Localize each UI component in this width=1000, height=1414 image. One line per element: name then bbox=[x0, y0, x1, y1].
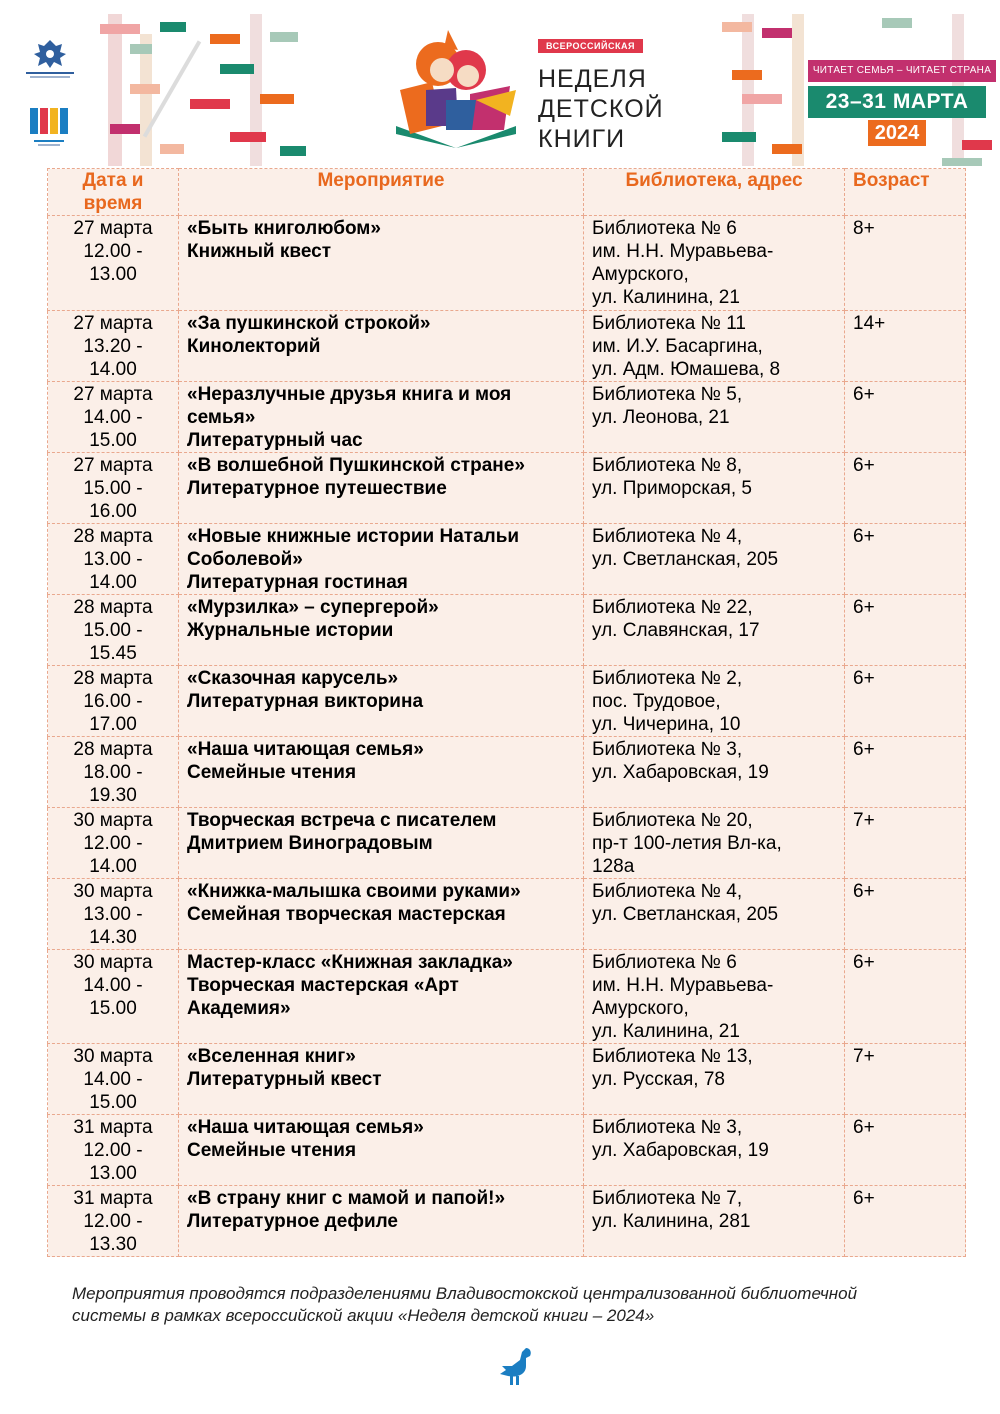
library-address-cell-line: Библиотека № 3, bbox=[592, 1117, 743, 1138]
date-time-cell-line: 13.00 bbox=[89, 264, 137, 285]
date-time-cell bbox=[48, 216, 179, 311]
library-address-cell-line: Библиотека № 4, bbox=[592, 881, 743, 902]
table-row bbox=[48, 453, 966, 524]
age-cell: 8+ bbox=[845, 216, 966, 311]
event-cell bbox=[179, 879, 584, 950]
table-row bbox=[48, 382, 966, 453]
event-cell-line: Мастер-класс «Книжная закладка» bbox=[187, 952, 513, 973]
date-time-cell-line: 28 марта bbox=[73, 597, 153, 618]
date-time-cell-line: 16.00 bbox=[89, 501, 137, 522]
library-address-cell bbox=[584, 311, 845, 382]
event-cell-line: Дмитрием Виноградовым bbox=[187, 833, 433, 854]
table-header-row bbox=[48, 169, 966, 216]
date-time-cell-line: 18.00 - bbox=[83, 762, 143, 783]
library-address-cell-line: Библиотека № 20, bbox=[592, 810, 753, 831]
footnote bbox=[72, 1283, 952, 1327]
date-time-cell-line: 12.00 - bbox=[83, 241, 143, 262]
library-address-cell-line: Библиотека № 6 bbox=[592, 218, 737, 239]
date-time-cell-line: 16.00 - bbox=[83, 691, 143, 712]
library-address-cell-line: Библиотека № 22, bbox=[592, 597, 753, 618]
footnote-line: Мероприятия проводятся подразделениями Владивостокской централизованной библиотечной bbox=[72, 1284, 858, 1303]
event-cell-line: Творческая мастерская «Арт bbox=[187, 975, 459, 996]
event-cell-line: Семейная творческая мастерская bbox=[187, 904, 506, 925]
event-cell-line: Творческая встреча с писателем bbox=[187, 810, 497, 831]
date-time-cell-line: 30 марта bbox=[73, 810, 153, 831]
date-time-cell-line: 31 марта bbox=[73, 1117, 153, 1138]
event-cell-line: Семейные чтения bbox=[187, 762, 357, 783]
brand-title bbox=[538, 64, 664, 154]
library-address-cell-line: Библиотека № 4, bbox=[592, 526, 743, 547]
date-time-cell-line: 31 марта bbox=[73, 1188, 153, 1209]
library-address-cell-line: ул. Славянская, 17 bbox=[592, 620, 760, 641]
date-time-cell-line: 14.00 - bbox=[83, 407, 143, 428]
date-time-cell-line: 28 марта bbox=[73, 668, 153, 689]
library-address-cell-line: им. И.У. Басаргина, bbox=[592, 336, 763, 357]
library-address-cell-line: ул. Чичерина, 10 bbox=[592, 714, 741, 735]
date-time-cell bbox=[48, 524, 179, 595]
date-time-cell bbox=[48, 737, 179, 808]
brand-title-line: КНИГИ bbox=[538, 125, 626, 153]
library-address-cell-line: ул. Русская, 78 bbox=[592, 1069, 725, 1090]
decorative-pattern-left bbox=[100, 14, 310, 166]
library-address-cell bbox=[584, 808, 845, 879]
date-time-cell-line: 14.00 bbox=[89, 856, 137, 877]
event-cell bbox=[179, 666, 584, 737]
library-address-cell-line: им. Н.Н. Муравьева- bbox=[592, 241, 774, 262]
event-cell-line: Журнальные истории bbox=[187, 620, 394, 641]
date-time-cell-line: 27 марта bbox=[73, 384, 153, 405]
library-address-cell bbox=[584, 1115, 845, 1186]
event-cell bbox=[179, 311, 584, 382]
date-time-cell-line: 15.45 bbox=[89, 643, 137, 664]
date-time-cell-line: 28 марта bbox=[73, 526, 153, 547]
library-address-cell-line: ул. Адм. Юмашева, 8 bbox=[592, 359, 781, 380]
event-dates: 23–31 МАРТА bbox=[808, 86, 986, 118]
age-cell: 6+ bbox=[845, 382, 966, 453]
library-address-cell bbox=[584, 950, 845, 1044]
library-address-cell bbox=[584, 382, 845, 453]
library-address-cell bbox=[584, 216, 845, 311]
event-cell-line: Литературный час bbox=[187, 430, 363, 451]
slogan-ribbon: ЧИТАЕТ СЕМЬЯ – ЧИТАЕТ СТРАНА bbox=[808, 60, 996, 82]
date-time-cell bbox=[48, 1186, 179, 1257]
library-address-cell-line: ул. Светланская, 205 bbox=[592, 904, 779, 925]
event-cell-line: Литературная викторина bbox=[187, 691, 424, 712]
age-cell: 6+ bbox=[845, 595, 966, 666]
library-address-cell-line: Библиотека № 11 bbox=[592, 313, 746, 334]
table-row bbox=[48, 311, 966, 382]
event-cell-line: Соболевой» bbox=[187, 549, 303, 570]
library-address-cell bbox=[584, 453, 845, 524]
date-time-cell-line: 27 марта bbox=[73, 218, 153, 239]
event-cell-line: «Сказочная карусель» bbox=[187, 668, 399, 689]
age-cell: 6+ bbox=[845, 666, 966, 737]
table-row bbox=[48, 1115, 966, 1186]
age-cell: 6+ bbox=[845, 950, 966, 1044]
event-cell-line: Литературная гостиная bbox=[187, 572, 408, 593]
event-cell bbox=[179, 595, 584, 666]
age-cell: 6+ bbox=[845, 453, 966, 524]
header-event: Мероприятие bbox=[179, 169, 584, 216]
library-address-cell-line: ул. Калинина, 21 bbox=[592, 287, 740, 308]
library-address-cell bbox=[584, 737, 845, 808]
table-row bbox=[48, 808, 966, 879]
header-banner bbox=[0, 0, 1000, 166]
library-address-cell-line: ул. Приморская, 5 bbox=[592, 478, 752, 499]
event-cell-line: Книжный квест bbox=[187, 241, 332, 262]
date-time-cell-line: 27 марта bbox=[73, 313, 153, 334]
event-cell-line: Литературное путешествие bbox=[187, 478, 447, 499]
age-cell: 6+ bbox=[845, 1186, 966, 1257]
event-cell-line: «Наша читающая семья» bbox=[187, 739, 424, 760]
library-address-cell-line: Библиотека № 13, bbox=[592, 1046, 753, 1067]
date-time-cell-line: 14.00 bbox=[89, 359, 137, 380]
table-row bbox=[48, 666, 966, 737]
event-cell bbox=[179, 737, 584, 808]
library-address-cell-line: Библиотека № 2, bbox=[592, 668, 743, 689]
table-row bbox=[48, 1044, 966, 1115]
brand-tag: ВСЕРОССИЙСКАЯ bbox=[538, 39, 643, 53]
event-cell-line: «За пушкинской строкой» bbox=[187, 313, 431, 334]
library-address-cell-line: Амурского, bbox=[592, 998, 689, 1019]
date-time-cell-line: 17.00 bbox=[89, 714, 137, 735]
event-cell bbox=[179, 1115, 584, 1186]
date-time-cell-line: 13.00 - bbox=[83, 904, 143, 925]
event-cell-line: «В волшебной Пушкинской стране» bbox=[187, 455, 525, 476]
library-address-cell bbox=[584, 595, 845, 666]
date-time-cell bbox=[48, 595, 179, 666]
date-time-cell-line: 14.30 bbox=[89, 927, 137, 948]
library-address-cell-line: Библиотека № 7, bbox=[592, 1188, 743, 1209]
date-time-cell bbox=[48, 666, 179, 737]
library-address-cell-line: им. Н.Н. Муравьева- bbox=[592, 975, 774, 996]
event-cell-line: «Неразлучные друзья книга и моя bbox=[187, 384, 512, 405]
date-time-cell-line: 30 марта bbox=[73, 881, 153, 902]
brand-title-line: НЕДЕЛЯ bbox=[538, 65, 647, 93]
event-cell-line: Семейные чтения bbox=[187, 1140, 357, 1161]
date-time-cell bbox=[48, 950, 179, 1044]
schedule-body bbox=[48, 216, 966, 1257]
age-cell: 6+ bbox=[845, 737, 966, 808]
schedule-table bbox=[47, 168, 966, 1257]
age-cell: 7+ bbox=[845, 808, 966, 879]
event-year: 2024 bbox=[868, 120, 926, 146]
age-cell: 6+ bbox=[845, 879, 966, 950]
event-cell-line: Академия» bbox=[187, 998, 291, 1019]
event-cell bbox=[179, 382, 584, 453]
library-address-cell bbox=[584, 879, 845, 950]
event-cell bbox=[179, 1186, 584, 1257]
table-row bbox=[48, 595, 966, 666]
event-cell-line: «Мурзилка» – супергерой» bbox=[187, 597, 439, 618]
library-address-cell bbox=[584, 666, 845, 737]
event-cell-line: «Книжка-малышка своими руками» bbox=[187, 881, 521, 902]
library-address-cell-line: пос. Трудовое, bbox=[592, 691, 721, 712]
library-address-cell-line: пр-т 100-летия Вл-ка, bbox=[592, 833, 782, 854]
date-time-cell-line: 27 марта bbox=[73, 455, 153, 476]
library-address-cell-line: ул. Хабаровская, 19 bbox=[592, 762, 769, 783]
date-time-cell-line: 19.30 bbox=[89, 785, 137, 806]
event-cell bbox=[179, 808, 584, 879]
event-cell-line: «Наша читающая семья» bbox=[187, 1117, 424, 1138]
date-time-cell-line: 12.00 - bbox=[83, 1140, 143, 1161]
date-time-cell-line: 30 марта bbox=[73, 952, 153, 973]
rgdb-logo-icon bbox=[28, 104, 70, 148]
date-time-cell-line: 12.00 - bbox=[83, 833, 143, 854]
library-address-cell-line: Амурского, bbox=[592, 264, 689, 285]
table-row bbox=[48, 879, 966, 950]
date-time-cell bbox=[48, 1115, 179, 1186]
library-address-cell-line: ул. Светланская, 205 bbox=[592, 549, 779, 570]
library-address-cell-line: ул. Леонова, 21 bbox=[592, 407, 730, 428]
library-address-cell-line: ул. Хабаровская, 19 bbox=[592, 1140, 769, 1161]
date-time-cell-line: 15.00 bbox=[89, 998, 137, 1019]
header-date-time: Дата и время bbox=[48, 169, 179, 216]
event-cell-line: «Новые книжные истории Натальи bbox=[187, 526, 520, 547]
date-time-cell-line: 12.00 - bbox=[83, 1211, 143, 1232]
date-time-cell-line: 14.00 bbox=[89, 572, 137, 593]
children-reading-logo-icon bbox=[386, 30, 526, 148]
event-cell bbox=[179, 1044, 584, 1115]
bird-logo-icon bbox=[496, 1344, 536, 1386]
date-time-cell-line: 14.00 - bbox=[83, 1069, 143, 1090]
date-time-cell bbox=[48, 879, 179, 950]
table-row bbox=[48, 524, 966, 595]
event-cell-line: «В страну книг с мамой и папой!» bbox=[187, 1188, 506, 1209]
library-address-cell-line: ул. Калинина, 21 bbox=[592, 1021, 740, 1042]
library-address-cell-line: Библиотека № 8, bbox=[592, 455, 743, 476]
age-cell: 6+ bbox=[845, 1115, 966, 1186]
event-cell-line: Литературное дефиле bbox=[187, 1211, 399, 1232]
event-cell bbox=[179, 216, 584, 311]
event-cell bbox=[179, 524, 584, 595]
library-address-cell bbox=[584, 1186, 845, 1257]
date-time-cell bbox=[48, 382, 179, 453]
library-address-cell bbox=[584, 1044, 845, 1115]
date-time-cell-line: 15.00 bbox=[89, 1092, 137, 1113]
event-cell bbox=[179, 453, 584, 524]
table-row bbox=[48, 1186, 966, 1257]
library-address-cell-line: 128а bbox=[592, 856, 635, 877]
emblem-icon bbox=[22, 38, 78, 82]
table-row bbox=[48, 216, 966, 311]
date-time-cell bbox=[48, 311, 179, 382]
event-cell-line: «Быть книголюбом» bbox=[187, 218, 381, 239]
event-cell-line: Кинолекторий bbox=[187, 336, 321, 357]
date-time-cell-line: 13.30 bbox=[89, 1234, 137, 1255]
date-time-cell-line: 13.00 - bbox=[83, 549, 143, 570]
date-time-cell bbox=[48, 808, 179, 879]
event-cell bbox=[179, 950, 584, 1044]
header-library-address: Библиотека, адрес bbox=[584, 169, 845, 216]
library-address-cell-line: Библиотека № 3, bbox=[592, 739, 743, 760]
date-time-cell-line: 13.20 - bbox=[83, 336, 143, 357]
table-row bbox=[48, 950, 966, 1044]
library-address-cell bbox=[584, 524, 845, 595]
date-time-cell-line: 13.00 bbox=[89, 1163, 137, 1184]
date-time-cell-line: 15.00 bbox=[89, 430, 137, 451]
brand-block bbox=[538, 36, 664, 154]
date-time-cell bbox=[48, 1044, 179, 1115]
age-cell: 7+ bbox=[845, 1044, 966, 1115]
date-time-cell-line: 14.00 - bbox=[83, 975, 143, 996]
header-age: Возраст bbox=[845, 169, 966, 216]
age-cell: 14+ bbox=[845, 311, 966, 382]
table-row bbox=[48, 737, 966, 808]
event-cell-line: «Вселенная книг» bbox=[187, 1046, 356, 1067]
date-time-cell-line: 15.00 - bbox=[83, 620, 143, 641]
footnote-line: системы в рамках всероссийской акции «Неделя детской книги – 2024» bbox=[72, 1306, 655, 1325]
library-address-cell-line: Библиотека № 6 bbox=[592, 952, 737, 973]
date-time-cell-line: 28 марта bbox=[73, 739, 153, 760]
date-time-cell-line: 30 марта bbox=[73, 1046, 153, 1067]
library-address-cell-line: Библиотека № 5, bbox=[592, 384, 743, 405]
age-cell: 6+ bbox=[845, 524, 966, 595]
event-cell-line: семья» bbox=[187, 407, 256, 428]
date-time-cell bbox=[48, 453, 179, 524]
event-cell-line: Литературный квест bbox=[187, 1069, 382, 1090]
brand-title-line: ДЕТСКОЙ bbox=[538, 95, 664, 123]
date-time-cell-line: 15.00 - bbox=[83, 478, 143, 499]
library-address-cell-line: ул. Калинина, 281 bbox=[592, 1211, 751, 1232]
